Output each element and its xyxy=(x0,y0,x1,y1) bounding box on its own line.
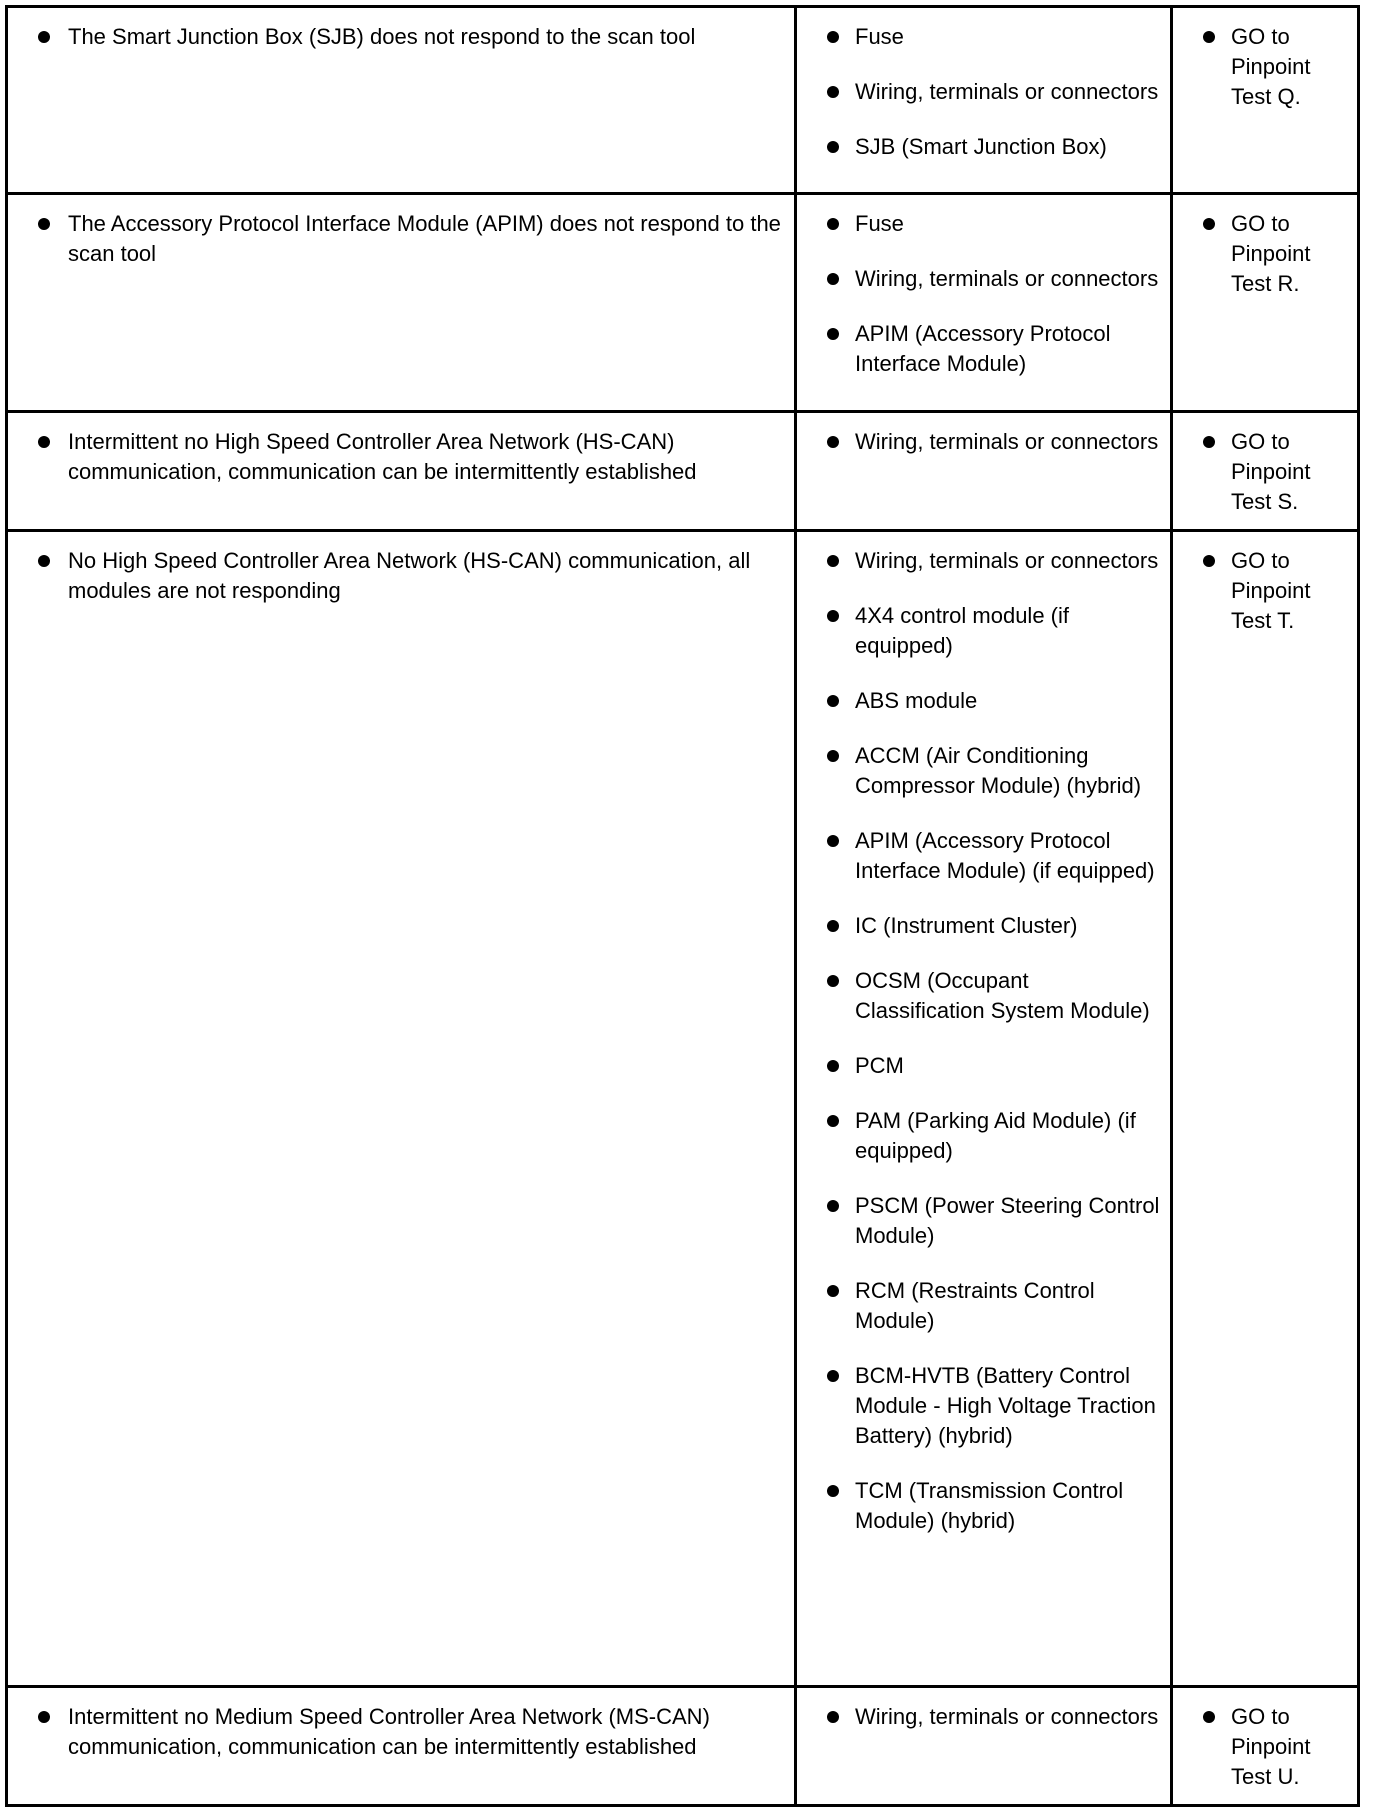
list-item: Wiring, terminals or connectors xyxy=(805,546,1162,576)
condition-cell-list xyxy=(16,22,786,52)
list-item: APIM (Accessory Protocol Interface Module) (if equipped) xyxy=(805,826,1162,886)
list-item: The Accessory Protocol Interface Module (APIM) does not respond to the scan tool xyxy=(16,209,786,269)
list-item: BCM-HVTB (Battery Control Module - High Voltage Traction Battery) (hybrid) xyxy=(805,1361,1162,1451)
list-item: IC (Instrument Cluster) xyxy=(805,911,1162,941)
action-cell-list xyxy=(1181,427,1349,517)
list-item: SJB (Smart Junction Box) xyxy=(805,132,1162,162)
list-item: Wiring, terminals or connectors xyxy=(805,77,1162,107)
list-item: GO to Pinpoint Test U. xyxy=(1181,1702,1349,1792)
list-item: RCM (Restraints Control Module) xyxy=(805,1276,1162,1336)
list-item: Fuse xyxy=(805,209,1162,239)
list-item: 4X4 control module (if equipped) xyxy=(805,601,1162,661)
possible-sources-cell-list xyxy=(805,22,1162,162)
list-item: Wiring, terminals or connectors xyxy=(805,264,1162,294)
action-cell xyxy=(1172,412,1359,531)
list-item: GO to Pinpoint Test R. xyxy=(1181,209,1349,299)
table-row xyxy=(7,412,1359,531)
action-cell-list xyxy=(1181,546,1349,636)
list-item: ABS module xyxy=(805,686,1162,716)
table-row xyxy=(7,1687,1359,1806)
list-item: APIM (Accessory Protocol Interface Module) xyxy=(805,319,1162,379)
condition-cell xyxy=(7,7,796,194)
condition-cell-list xyxy=(16,209,786,269)
action-cell-list xyxy=(1181,1702,1349,1792)
list-item: Fuse xyxy=(805,22,1162,52)
action-cell-list xyxy=(1181,22,1349,112)
list-item: No High Speed Controller Area Network (HS-CAN) communication, all modules are not responding xyxy=(16,546,786,606)
list-item: The Smart Junction Box (SJB) does not respond to the scan tool xyxy=(16,22,786,52)
list-item: GO to Pinpoint Test S. xyxy=(1181,427,1349,517)
possible-sources-cell xyxy=(796,194,1172,412)
list-item: Intermittent no High Speed Controller Area Network (HS-CAN) communication, communication can be intermittently established xyxy=(16,427,786,487)
condition-cell-list xyxy=(16,427,786,487)
list-item: PSCM (Power Steering Control Module) xyxy=(805,1191,1162,1251)
list-item: PCM xyxy=(805,1051,1162,1081)
action-cell xyxy=(1172,1687,1359,1806)
action-cell-list xyxy=(1181,209,1349,299)
list-item: Wiring, terminals or connectors xyxy=(805,427,1162,457)
list-item: GO to Pinpoint Test Q. xyxy=(1181,22,1349,112)
condition-cell xyxy=(7,412,796,531)
condition-cell-list xyxy=(16,546,786,606)
possible-sources-cell-list xyxy=(805,427,1162,457)
list-item: PAM (Parking Aid Module) (if equipped) xyxy=(805,1106,1162,1166)
condition-cell xyxy=(7,531,796,1687)
table-row xyxy=(7,531,1359,1687)
possible-sources-cell xyxy=(796,7,1172,194)
possible-sources-cell xyxy=(796,1687,1172,1806)
table-row xyxy=(7,194,1359,412)
action-cell xyxy=(1172,194,1359,412)
possible-sources-cell xyxy=(796,412,1172,531)
list-item: Intermittent no Medium Speed Controller Area Network (MS-CAN) communication, communication can be intermittently established xyxy=(16,1702,786,1762)
list-item: TCM (Transmission Control Module) (hybrid) xyxy=(805,1476,1162,1536)
list-item: Wiring, terminals or connectors xyxy=(805,1702,1162,1732)
possible-sources-cell xyxy=(796,531,1172,1687)
list-item: ACCM (Air Conditioning Compressor Module) (hybrid) xyxy=(805,741,1162,801)
possible-sources-cell-list xyxy=(805,546,1162,1536)
condition-cell-list xyxy=(16,1702,786,1762)
list-item: GO to Pinpoint Test T. xyxy=(1181,546,1349,636)
diagnostic-symptom-table xyxy=(5,5,1360,1807)
condition-cell xyxy=(7,1687,796,1806)
list-item: OCSM (Occupant Classification System Module) xyxy=(805,966,1162,1026)
table-row xyxy=(7,7,1359,194)
possible-sources-cell-list xyxy=(805,209,1162,379)
action-cell xyxy=(1172,531,1359,1687)
action-cell xyxy=(1172,7,1359,194)
condition-cell xyxy=(7,194,796,412)
possible-sources-cell-list xyxy=(805,1702,1162,1732)
